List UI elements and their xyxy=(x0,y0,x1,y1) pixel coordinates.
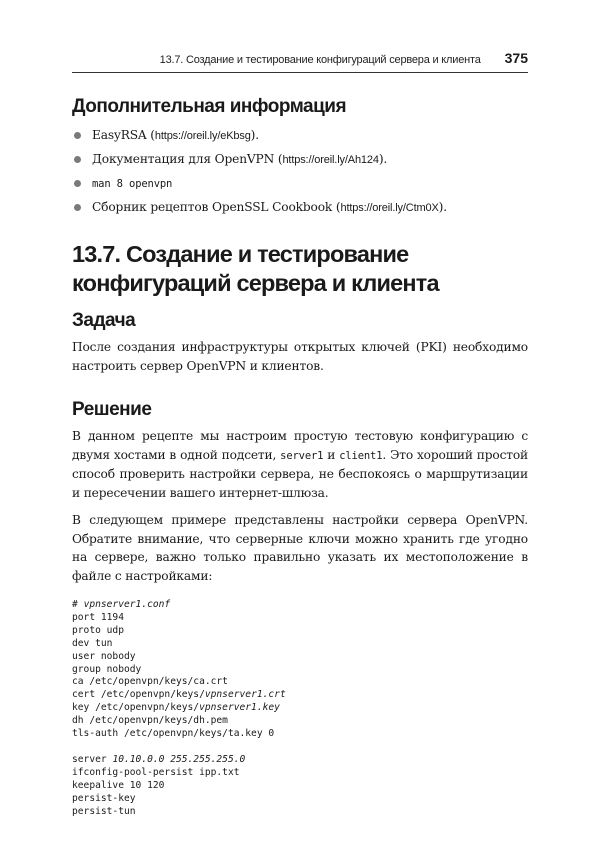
code-line: proto udp xyxy=(72,624,124,636)
code-line: ca /etc/openvpn/keys/ca.crt xyxy=(72,676,228,688)
page-content xyxy=(72,96,528,818)
list-item-text: Документация для OpenVPN ( xyxy=(92,152,283,166)
list-item xyxy=(72,128,528,144)
code-line: user nobody xyxy=(72,650,136,662)
code-line: cert /etc/openvpn/keys/vpnserver1.crt xyxy=(72,689,286,701)
list-item-tail: ). xyxy=(250,128,260,142)
list-item xyxy=(72,176,528,192)
code-line: key /etc/openvpn/keys/vpnserver1.key xyxy=(72,702,280,714)
task-paragraph: После создания инфраструктуры открытых ключей (PKI) необходимо настроить сервер OpenVPN и клиентов. xyxy=(72,340,528,373)
paragraph-text: и xyxy=(323,447,340,462)
code-line: tls-auth /etc/openvpn/keys/ta.key 0 xyxy=(72,728,275,740)
list-item-text: Сборник рецептов OpenSSL Cookbook ( xyxy=(92,200,341,214)
code-line: server 10.10.0.0 255.255.255.0 xyxy=(72,753,246,765)
code-line: port 1194 xyxy=(72,611,124,623)
solution-paragraph-2: В следующем примере представлены настройки сервера OpenVPN. Обратите внимание, что серверные ключи можно хранить где угодно на сервере, важно только правильно указать их местоположение в файле с настройками: xyxy=(72,513,528,583)
more-info-heading: Дополнительная информация xyxy=(72,96,347,117)
code-listing xyxy=(72,599,528,818)
code-line: keepalive 10 120 xyxy=(72,779,165,791)
code-line: persist-key xyxy=(72,792,136,804)
bullet-icon xyxy=(74,156,81,163)
code-line: # vpnserver1.conf xyxy=(72,599,171,610)
inline-code: server1 xyxy=(280,449,324,462)
link[interactable]: https://oreil.ly/Ah124 xyxy=(282,154,379,166)
list-item-code: man 8 openvpn xyxy=(92,178,173,190)
running-header-title: 13.7. Создание и тестирование конфигураций сервера и клиента xyxy=(159,54,481,66)
bullet-icon xyxy=(74,204,81,211)
more-info-list xyxy=(72,128,528,216)
code-line: dev tun xyxy=(72,637,113,649)
link[interactable]: https://oreil.ly/eKbsg xyxy=(154,130,251,142)
list-item-tail: ). xyxy=(378,152,388,166)
list-item xyxy=(72,200,528,216)
link[interactable]: https://oreil.ly/Ctm0X xyxy=(340,202,439,214)
bullet-icon xyxy=(74,132,81,139)
list-item-text: EasyRSA ( xyxy=(92,128,155,142)
inline-code: client1 xyxy=(339,449,383,462)
solution-heading: Решение xyxy=(72,399,152,420)
bullet-icon xyxy=(74,180,81,187)
code-line: ifconfig-pool-persist ipp.txt xyxy=(72,766,240,778)
code-line: group nobody xyxy=(72,663,142,675)
section-title: 13.7. Создание и тестирование конфигураций сервера и клиента xyxy=(72,241,439,296)
list-item-tail: ). xyxy=(438,200,448,214)
list-item xyxy=(72,152,528,168)
page-number: 375 xyxy=(504,50,528,66)
code-line: persist-tun xyxy=(72,805,136,817)
paragraph-text: . Это хороший простой способ проверить настройки сервера, не беспокоясь о маршрутизации и пересечении вашего интернет-шлюза. xyxy=(72,447,529,500)
running-header xyxy=(72,50,528,73)
code-line: dh /etc/openvpn/keys/dh.pem xyxy=(72,715,228,727)
solution-paragraph-1 xyxy=(72,427,528,502)
paragraph-text: В данном рецепте мы настроим простую тестовую конфигурацию с двумя хостами в одной подсети, xyxy=(72,429,528,462)
task-heading: Задача xyxy=(72,310,136,331)
